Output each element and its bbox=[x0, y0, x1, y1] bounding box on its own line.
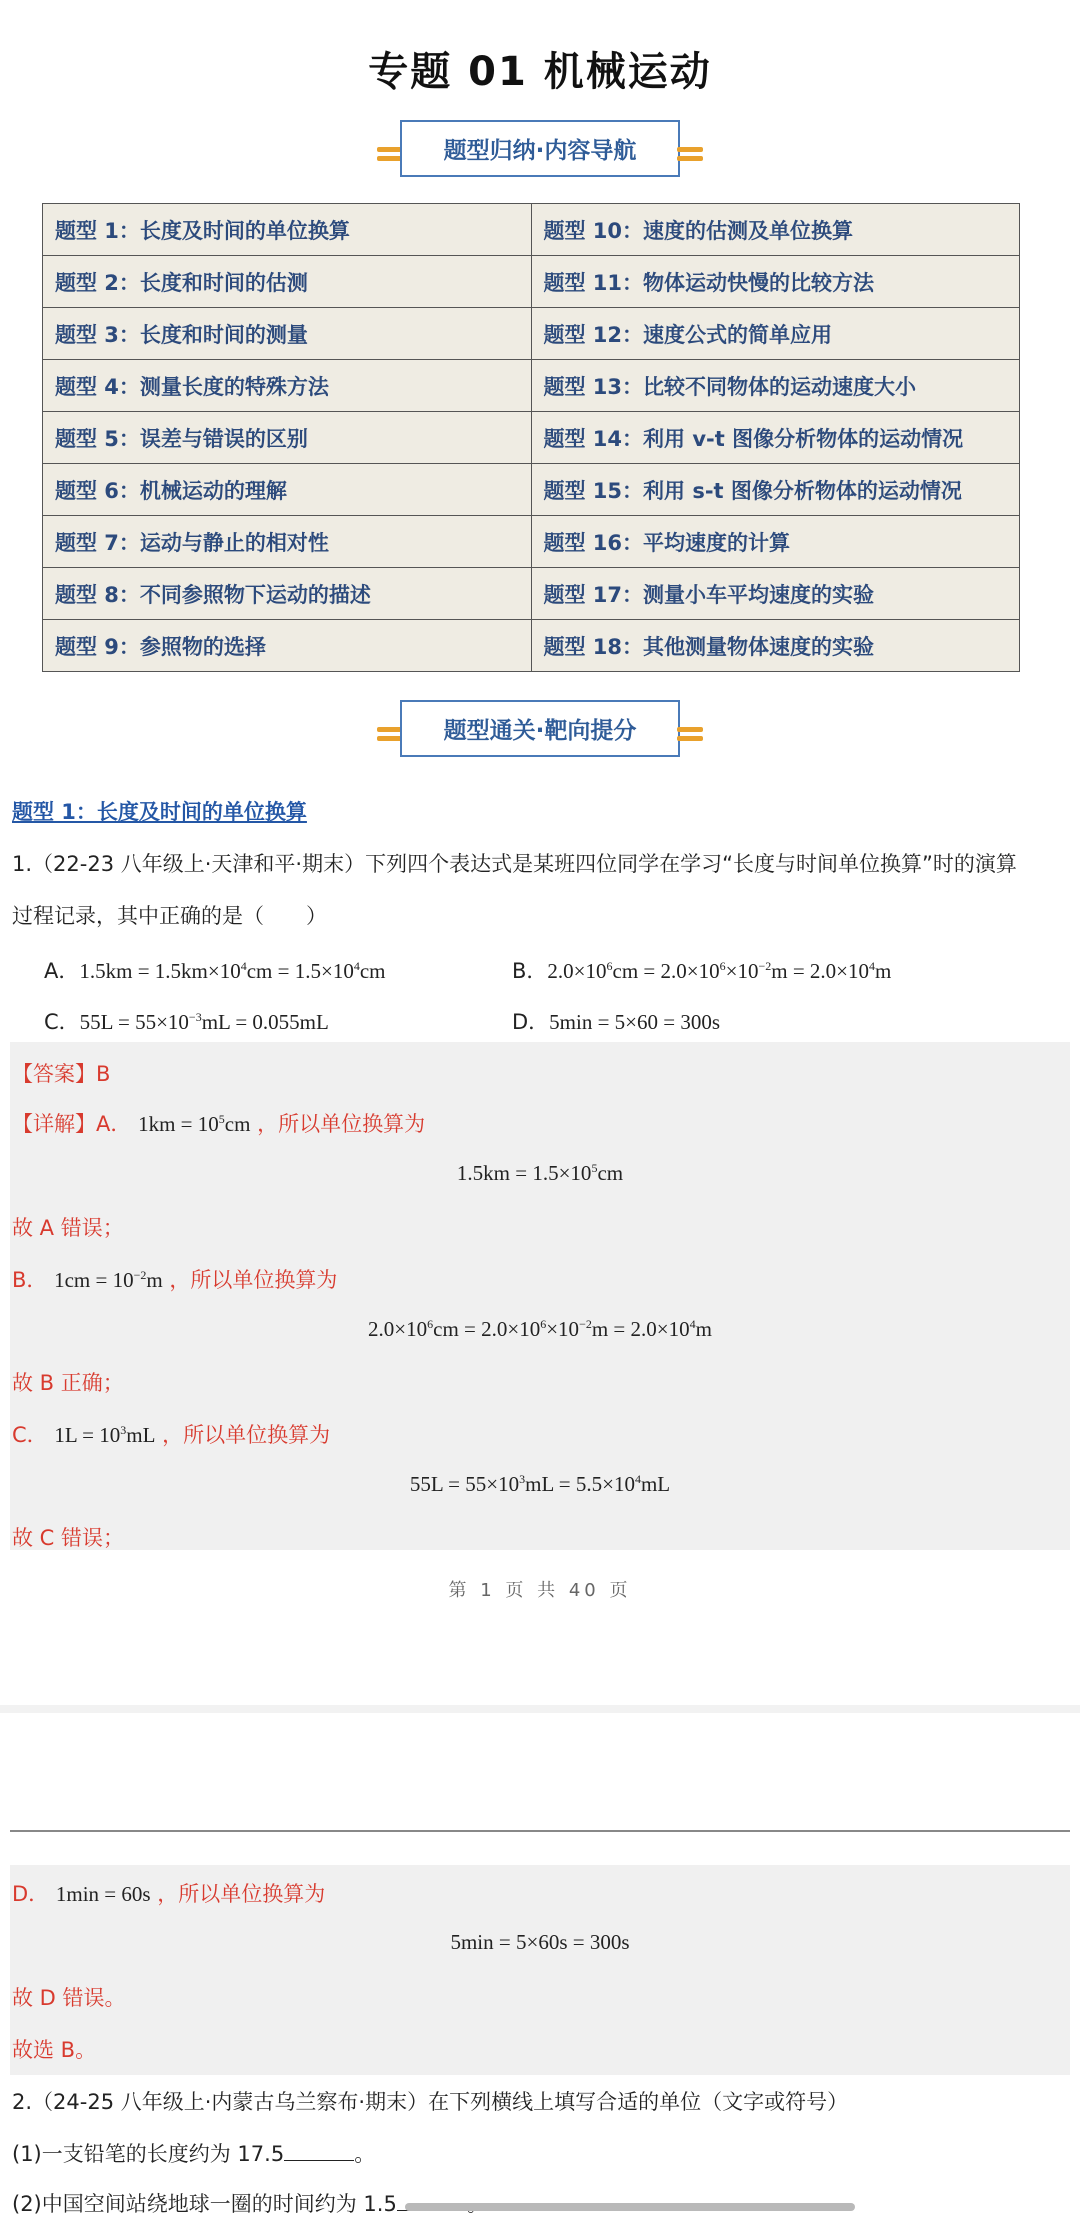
detail-label: 【详解】A． bbox=[12, 1112, 132, 1136]
detail-d bbox=[12, 1878, 325, 1908]
toc-banner-label: 题型归纳·内容导航 bbox=[400, 120, 681, 177]
option-d bbox=[512, 1006, 720, 1036]
detail-text: ，所以单位换算为 bbox=[257, 1112, 426, 1136]
detail-c: C． $1L = 10^3mL$ ，所以单位换算为 bbox=[12, 1423, 331, 1447]
question-2-part-2-text: (2)中国空间站绕地球一圈的时间约为 1.5 bbox=[12, 2192, 397, 2216]
banner-decoration-icon bbox=[677, 723, 703, 745]
option-label: D． bbox=[512, 1010, 550, 1034]
toc-link[interactable]: 题型 5：误差与错误的区别 bbox=[43, 412, 532, 464]
detail-formula: 1min = 60s bbox=[55, 1882, 151, 1906]
option-d-text: 5min = 5×60 = 300s bbox=[549, 1010, 721, 1034]
conclusion-b: 故 B 正确； bbox=[12, 1371, 124, 1395]
section-heading[interactable]: 题型 1：长度及时间的单位换算 bbox=[12, 800, 307, 824]
toc-row bbox=[43, 204, 1020, 256]
header-rule bbox=[10, 1830, 1070, 1832]
toc-link[interactable]: 题型 3：长度和时间的测量 bbox=[43, 308, 532, 360]
equation-a: $1.5km = 1.5\times 10^5cm$ bbox=[456, 1161, 624, 1185]
toc-link[interactable]: 题型 7：运动与静止的相对性 bbox=[43, 516, 532, 568]
toc-link[interactable]: 题型 8：不同参照物下运动的描述 bbox=[43, 568, 532, 620]
conclusion-c: 故 C 错误； bbox=[12, 1526, 125, 1550]
banner-decoration-icon bbox=[377, 143, 403, 165]
toc-row bbox=[43, 516, 1020, 568]
equation-c: $55L = 55\times 10^3mL = 5.5\times 10^4mL$ bbox=[409, 1472, 671, 1496]
toc-link[interactable]: 题型 1：长度及时间的单位换算 bbox=[43, 204, 532, 256]
question-2-part-1: (1)一支铅笔的长度约为 17.5 。 bbox=[12, 2142, 376, 2166]
banner-decoration-icon bbox=[677, 143, 703, 165]
page-title: 专题 01 机械运动 bbox=[368, 49, 712, 95]
toc-link[interactable]: 题型 16：平均速度的计算 bbox=[531, 516, 1020, 568]
scrollbar[interactable] bbox=[405, 2203, 855, 2211]
option-c: C．$55L = 55\times 10^{-3}mL = 0.055mL$ bbox=[44, 1010, 329, 1034]
conclusion-d: 故 D 错误。 bbox=[12, 1986, 126, 2010]
detail-a: 【详解】A． $1km = 10^5cm$ ，所以单位换算为 bbox=[12, 1112, 426, 1136]
toc-link[interactable]: 题型 15：利用 s-t 图像分析物体的运动情况 bbox=[531, 464, 1020, 516]
toc-link[interactable]: 题型 13：比较不同物体的运动速度大小 bbox=[531, 360, 1020, 412]
detail-b: B． $1cm = 10^{-2}m$ ，所以单位换算为 bbox=[12, 1268, 338, 1292]
page-footer: 第 1 页 共 40 页 bbox=[448, 1580, 632, 1601]
toc-banner bbox=[0, 120, 1080, 177]
toc-link[interactable]: 题型 9：参照物的选择 bbox=[43, 620, 532, 672]
option-label: C． bbox=[44, 1010, 80, 1034]
toc-row bbox=[43, 620, 1020, 672]
question-1-stem-cont: 过程记录，其中正确的是（ ） bbox=[12, 904, 327, 928]
toc-row bbox=[43, 412, 1020, 464]
detail-text: ，所以单位换算为 bbox=[169, 1268, 338, 1292]
toc-link[interactable]: 题型 12：速度公式的简单应用 bbox=[531, 308, 1020, 360]
toc-row bbox=[43, 256, 1020, 308]
final-choice: 故选 B。 bbox=[12, 2038, 97, 2062]
question-2-part-1-text: (1)一支铅笔的长度约为 17.5 bbox=[12, 2142, 285, 2166]
toc-link[interactable]: 题型 17：测量小车平均速度的实验 bbox=[531, 568, 1020, 620]
toc-row bbox=[43, 568, 1020, 620]
toc-link[interactable]: 题型 2：长度和时间的估测 bbox=[43, 256, 532, 308]
detail-text: ，所以单位换算为 bbox=[162, 1423, 331, 1447]
banner-decoration-icon bbox=[377, 723, 403, 745]
equation-d: 5min = 5×60s = 300s bbox=[450, 1930, 630, 1954]
option-label: B． bbox=[512, 959, 548, 983]
detail-text: ，所以单位换算为 bbox=[157, 1882, 326, 1906]
page-separator bbox=[0, 1705, 1080, 1713]
toc-link[interactable]: 题型 14：利用 v-t 图像分析物体的运动情况 bbox=[531, 412, 1020, 464]
toc-link[interactable]: 题型 6：机械运动的理解 bbox=[43, 464, 532, 516]
question-2-stem: 2.（24-25 八年级上·内蒙古乌兰察布·期末）在下列横线上填写合适的单位（文字或符号） bbox=[12, 2090, 849, 2114]
practice-banner-label: 题型通关·靶向提分 bbox=[400, 700, 681, 757]
practice-banner bbox=[0, 700, 1080, 757]
option-b: B．$2.0\times 10^6cm = 2.0\times 10^6\times 10^{-2}m = 2.0\times 10^4m$ bbox=[512, 959, 892, 983]
toc-row bbox=[43, 464, 1020, 516]
toc-link[interactable]: 题型 18：其他测量物体速度的实验 bbox=[531, 620, 1020, 672]
toc-row bbox=[43, 360, 1020, 412]
detail-label: C． bbox=[12, 1423, 48, 1447]
toc-link[interactable]: 题型 4：测量长度的特殊方法 bbox=[43, 360, 532, 412]
toc-row bbox=[43, 308, 1020, 360]
question-1-stem: 1.（22-23 八年级上·天津和平·期末）下列四个表达式是某班四位同学在学习“长度与时间单位换算”时的演算 bbox=[12, 852, 1017, 876]
detail-label: B． bbox=[12, 1268, 48, 1292]
option-a: A．$1.5km = 1.5km\times 10^4cm = 1.5\times 10^4cm$ bbox=[44, 959, 386, 983]
toc-link[interactable]: 题型 10：速度的估测及单位换算 bbox=[531, 204, 1020, 256]
equation-b: $2.0\times 10^6cm = 2.0\times 10^6\times 10^{-2}m = 2.0\times 10^4m$ bbox=[368, 1317, 712, 1341]
conclusion-a: 故 A 错误； bbox=[12, 1216, 124, 1240]
answer-blank[interactable] bbox=[284, 2160, 354, 2161]
equation-a-text: 1.5km = 1.5×10 bbox=[456, 1161, 592, 1185]
option-label: A． bbox=[44, 959, 80, 983]
answer-text: 【答案】B bbox=[12, 1062, 111, 1086]
detail-label: D． bbox=[12, 1882, 50, 1906]
toc-link[interactable]: 题型 11：物体运动快慢的比较方法 bbox=[531, 256, 1020, 308]
toc-table bbox=[42, 203, 1020, 672]
